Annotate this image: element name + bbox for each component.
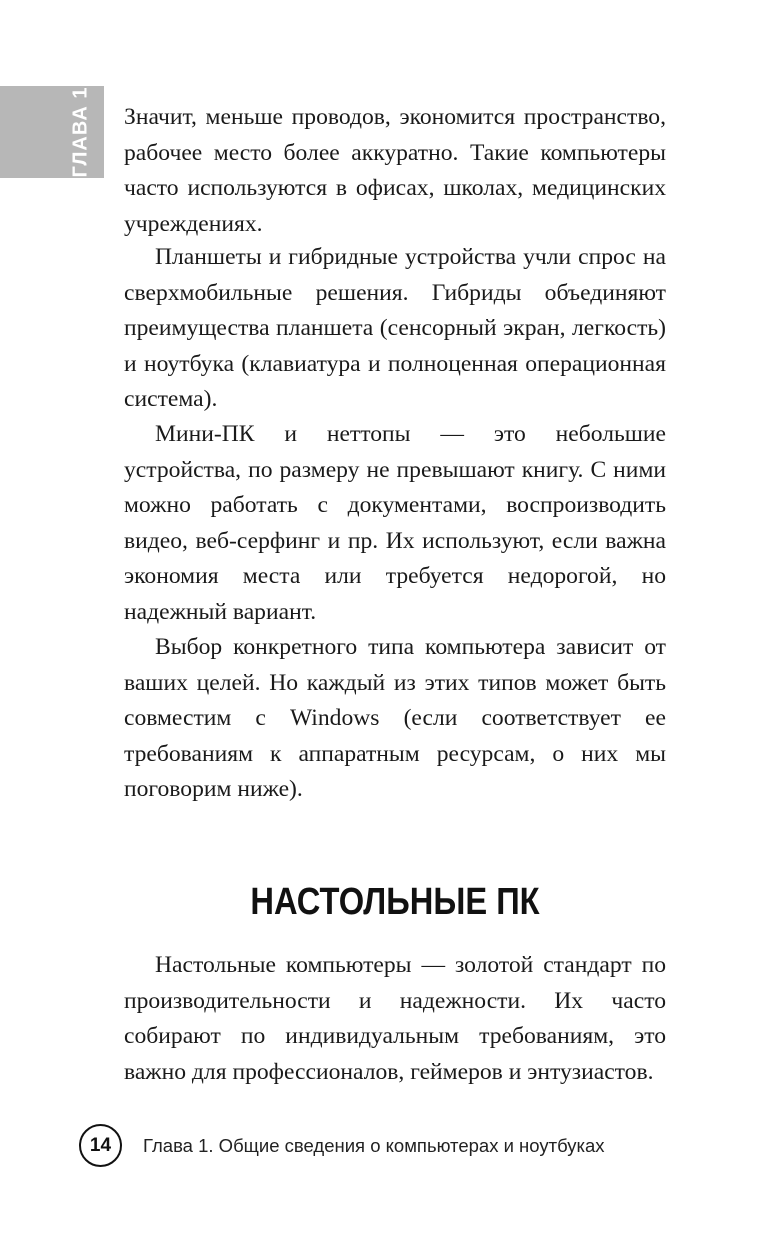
section-paragraph: Настольные компьютеры — золотой стандарт по производительности и надежности. Их часто собирают по индивидуальным требованиям, это важно для профессионалов, геймеров и энтузиастов.	[124, 952, 666, 1085]
chapter-tab-label: ГЛАВА 1	[69, 86, 92, 178]
section-heading: НАСТОЛЬНЫЕ ПК	[250, 881, 540, 923]
body-paragraph-3: Мини-ПК и неттопы — это небольшие устройства, по размеру не превышают книгу. С ними можно работать с документами, воспроизводить видео, веб-серфинг и пр. Их используют, если важна экономия места или требуется недорогой, но надежный вариант.	[124, 421, 666, 625]
body-paragraph-1: Значит, меньше проводов, экономится пространство, рабочее место более аккуратно. Такие компьютеры часто используются в офисах, школах, медицинских учреждениях.	[124, 104, 666, 237]
running-footer: Глава 1. Общие сведения о компьютерах и ноутбуках	[143, 1135, 605, 1156]
body-paragraph-4: Выбор конкретного типа компьютера зависит от ваших целей. Но каждый из этих типов может быть совместим с Windows (если соответствует ее требованиям к аппаратным ресурсам, о них мы поговорим ниже).	[124, 634, 666, 802]
page-number-badge	[79, 1124, 122, 1167]
page-number: 14	[89, 1134, 112, 1156]
body-paragraph-2: Планшеты и гибридные устройства учли спрос на сверхмобильные решения. Гибриды объединяют преимущества планшета (сенсорный экран, легкость) и ноутбука (клавиатура и полноценная операционная система).	[124, 244, 666, 412]
